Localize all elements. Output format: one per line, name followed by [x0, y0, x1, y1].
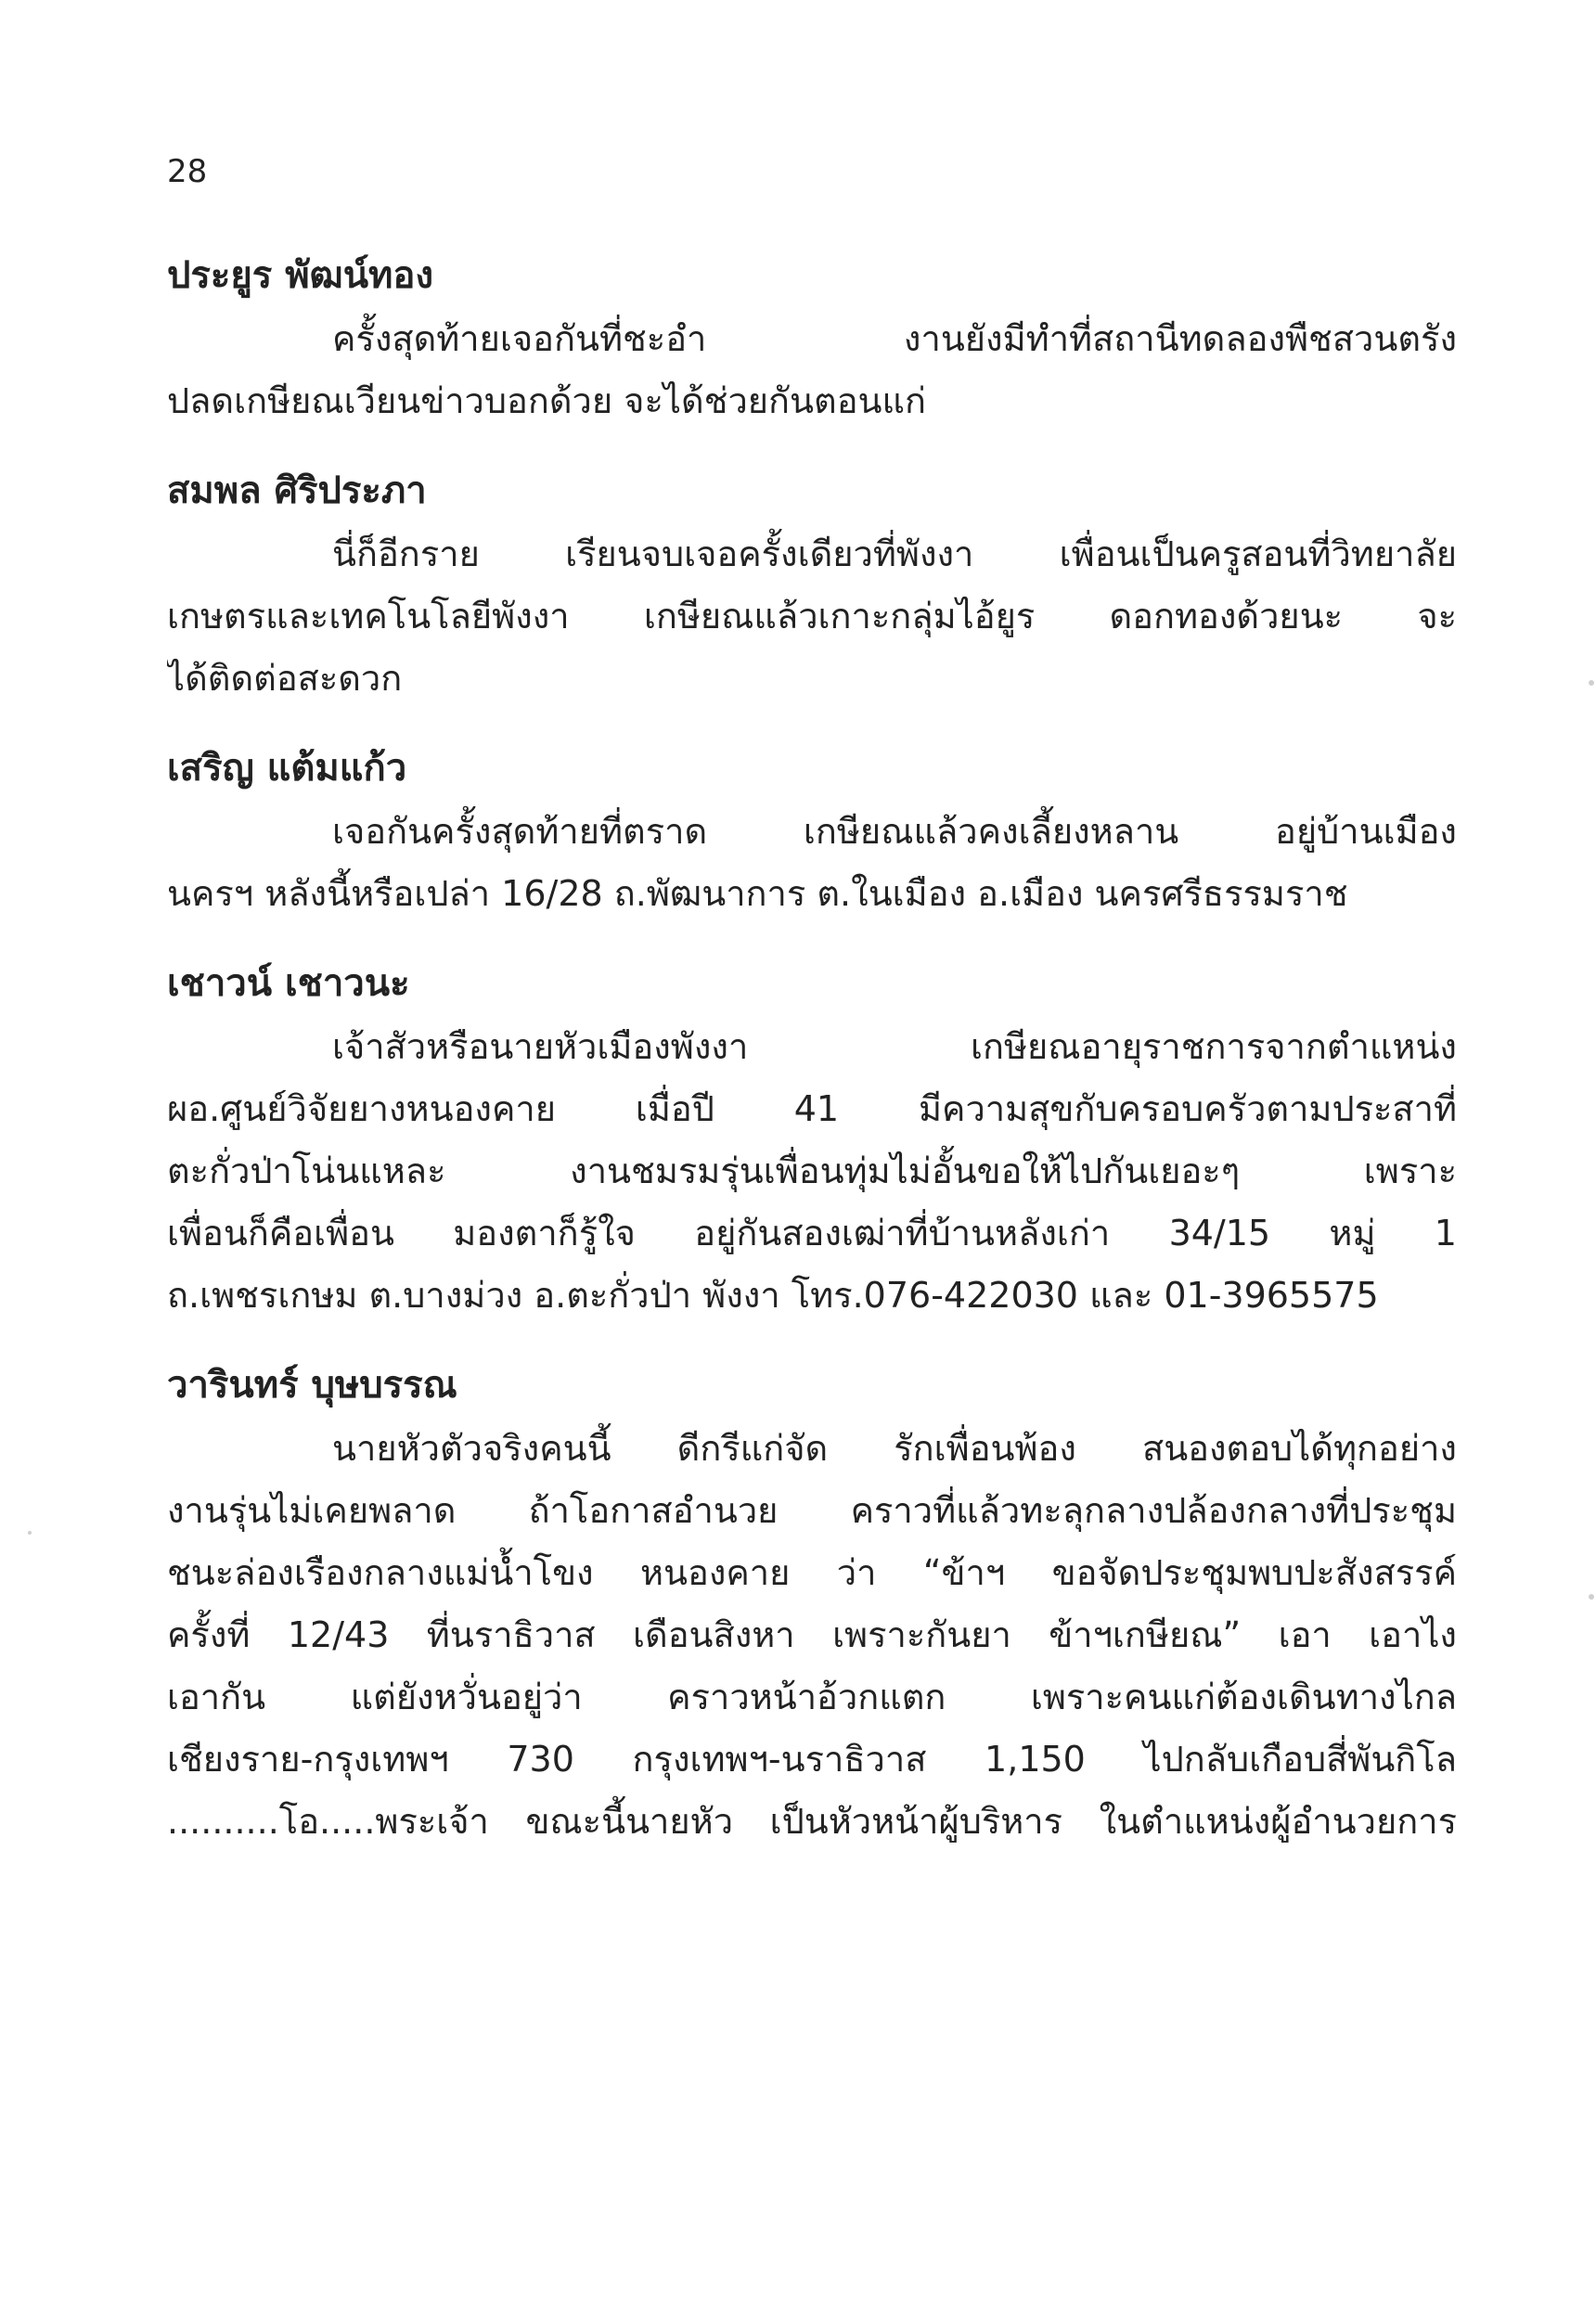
entries-list	[167, 243, 1457, 1879]
entry-text-line: ครั้งที่ 12/43 ที่นราธิวาส เดือนสิงหา เพราะกันยา ข้าฯเกษียณ” เอา เอาไง	[167, 1614, 1457, 1655]
entry-text-line: ผอ.ศูนย์วิจัยยางหนองคาย เมื่อปี 41 มีความสุขกับครอบครัวตามประสาที่	[167, 1088, 1457, 1129]
entry-text-line: เจอกันครั้งสุดท้ายที่ตราด เกษียณแล้วคงเลี้ยงหลาน อยู่บ้านเมือง	[332, 811, 1457, 852]
entry-text-line: งานรุ่นไม่เคยพลาด ถ้าโอกาสอำนวย คราวที่แล้วทะลุกลางปล้องกลางที่ประชุม	[167, 1490, 1457, 1531]
entry-sompol	[167, 458, 1457, 710]
entry-name: สมพล ศิริประภา	[167, 469, 427, 512]
entry-warin	[167, 1353, 1457, 1853]
scan-speck	[1589, 680, 1594, 686]
entry-text-line: นายหัวตัวจริงคนนี้ ดีกรีแก่จัด รักเพื่อนพ้อง สนองตอบได้ทุกอย่าง	[332, 1428, 1457, 1469]
entry-text-line: นครฯ หลังนี้หรือเปล่า 16/28 ถ.พัฒนาการ ต.ในเมือง อ.เมือง นครศรีธรรมราช	[167, 873, 1348, 914]
entry-text-line: ตะกั่วป่าโน่นแหละ งานชมรมรุ่นเพื่อนทุ่มไม่อั้นขอให้ไปกันเยอะๆ เพราะ	[167, 1150, 1457, 1191]
entry-text-line: นี่ก็อีกราย เรียนจบเจอครั้งเดียวที่พังงา เพื่อนเป็นครูสอนที่วิทยาลัย	[332, 533, 1457, 574]
entry-name: เสริญ แต้มแก้ว	[167, 747, 407, 790]
entry-name: ประยูร พัฒน์ทอง	[167, 254, 433, 297]
entry-name: เชาวน์ เชาวนะ	[167, 962, 410, 1005]
entry-text-line: ..........โอ.....พระเจ้า ขณะนี้นายหัว เป็นหัวหน้าผู้บริหาร ในตำแหน่งผู้อำนวยการ	[167, 1801, 1457, 1842]
entry-text-line: เอากัน แต่ยังหวั่นอยู่ว่า คราวหน้าอ้วกแตก เพราะคนแก่ต้องเดินทางไกล	[167, 1677, 1457, 1717]
entry-prayoon	[167, 243, 1457, 432]
scan-speck	[1589, 1594, 1594, 1600]
page-number: 28	[167, 153, 208, 190]
scan-speck	[28, 1531, 32, 1535]
entry-text-line: เกษตรและเทคโนโลยีพังงา เกษียณแล้วเกาะกลุ่มไอ้ยูร ดอกทองด้วยนะ จะ	[167, 596, 1457, 636]
entry-text-line: ชนะล่องเรืองกลางแม่น้ำโขง หนองคาย ว่า “ข้าฯ ขอจัดประชุมพบปะสังสรรค์	[167, 1552, 1457, 1593]
entry-name: วารินทร์ บุษบรรณ	[167, 1364, 457, 1407]
entry-text-line: ได้ติดต่อสะดวก	[167, 658, 403, 699]
entry-chaowana	[167, 951, 1457, 1327]
entry-saroen	[167, 736, 1457, 925]
entry-text-line: ปลดเกษียณเวียนข่าวบอกด้วย จะได้ช่วยกันตอนแก่	[167, 380, 927, 421]
entry-text-line: เจ้าสัวหรือนายหัวเมืองพังงา เกษียณอายุราชการจากตำแหน่ง	[332, 1026, 1457, 1067]
entry-text-line: ครั้งสุดท้ายเจอกันที่ชะอำ งานยังมีทำที่สถานีทดลองพืชสวนตรัง	[332, 318, 1457, 359]
entry-text-line: เชียงราย-กรุงเทพฯ 730 กรุงเทพฯ-นราธิวาส 1,150 ไปกลับเกือบสี่พันกิโล	[167, 1739, 1457, 1780]
entry-text-line: เพื่อนก็คือเพื่อน มองตาก็รู้ใจ อยู่กันสองเฒ่าที่บ้านหลังเก่า 34/15 หมู่ 1	[167, 1213, 1457, 1253]
entry-text-line: ถ.เพชรเกษม ต.บางม่วง อ.ตะกั่วป่า พังงา โทร.076-422030 และ 01-3965575	[167, 1275, 1379, 1316]
